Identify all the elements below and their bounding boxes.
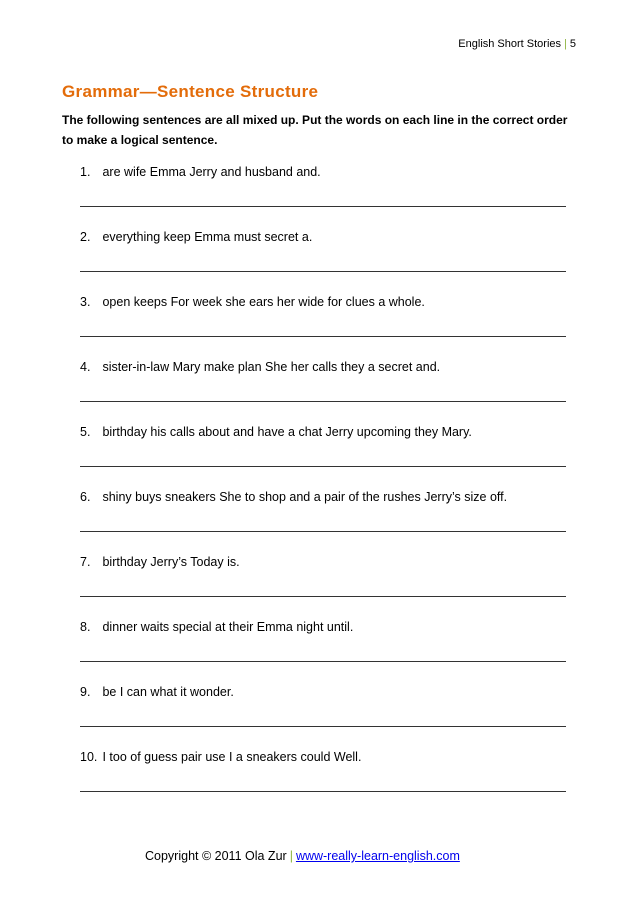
exercise-item-10 — [80, 748, 570, 813]
item-number: 7. — [80, 555, 91, 569]
item-sentence: are wife Emma Jerry and husband and. — [102, 165, 321, 179]
copyright-text: Copyright © 2011 Ola Zur — [145, 849, 287, 863]
answer-line[interactable] — [80, 531, 566, 532]
book-title: English Short Stories — [458, 38, 562, 50]
exercise-item-8 — [80, 618, 570, 683]
answer-line[interactable] — [80, 726, 566, 727]
answer-line[interactable] — [80, 206, 566, 207]
item-sentence: I too of guess pair use I a sneakers could Well. — [102, 750, 362, 764]
page-footer — [145, 849, 460, 863]
instructions: The following sentences are all mixed up. Put the words on each line in the correct order to make a logical sentence. — [62, 113, 568, 147]
footer-separator: | — [289, 849, 293, 863]
item-number: 9. — [80, 685, 91, 699]
item-sentence: open keeps For week she ears her wide for clues a whole. — [102, 295, 425, 309]
exercise-item-5 — [80, 423, 570, 488]
item-number: 5. — [80, 425, 91, 439]
header-separator: | — [564, 38, 567, 50]
item-sentence: shiny buys sneakers She to shop and a pair of the rushes Jerry’s size off. — [102, 490, 508, 504]
answer-line[interactable] — [80, 596, 566, 597]
answer-line[interactable] — [80, 791, 566, 792]
page-header — [458, 38, 576, 50]
answer-line[interactable] — [80, 466, 566, 467]
item-sentence: dinner waits special at their Emma night until. — [102, 620, 354, 634]
answer-line[interactable] — [80, 661, 566, 662]
exercise-item-4 — [80, 358, 570, 423]
answer-line[interactable] — [80, 271, 566, 272]
item-number: 6. — [80, 490, 91, 504]
item-number: 2. — [80, 230, 91, 244]
exercise-item-9 — [80, 683, 570, 748]
item-number: 1. — [80, 165, 91, 179]
exercise-list — [80, 163, 570, 813]
website-link[interactable]: www-really-learn-english.com — [295, 849, 460, 863]
item-number: 3. — [80, 295, 91, 309]
item-sentence: sister-in-law Mary make plan She her calls they a secret and. — [102, 360, 441, 374]
exercise-item-7 — [80, 553, 570, 618]
item-number: 4. — [80, 360, 91, 374]
item-sentence: everything keep Emma must secret a. — [102, 230, 313, 244]
item-sentence: birthday his calls about and have a chat Jerry upcoming they Mary. — [102, 425, 472, 439]
exercise-item-1 — [80, 163, 570, 228]
item-sentence: birthday Jerry’s Today is. — [102, 555, 240, 569]
item-sentence: be I can what it wonder. — [102, 685, 234, 699]
answer-line[interactable] — [80, 401, 566, 402]
exercise-item-2 — [80, 228, 570, 293]
page-title: Grammar—Sentence Structure — [62, 82, 319, 101]
page-number: 5 — [569, 38, 576, 50]
answer-line[interactable] — [80, 336, 566, 337]
exercise-item-3 — [80, 293, 570, 358]
item-number: 10. — [80, 750, 98, 764]
item-number: 8. — [80, 620, 91, 634]
exercise-item-6 — [80, 488, 570, 553]
